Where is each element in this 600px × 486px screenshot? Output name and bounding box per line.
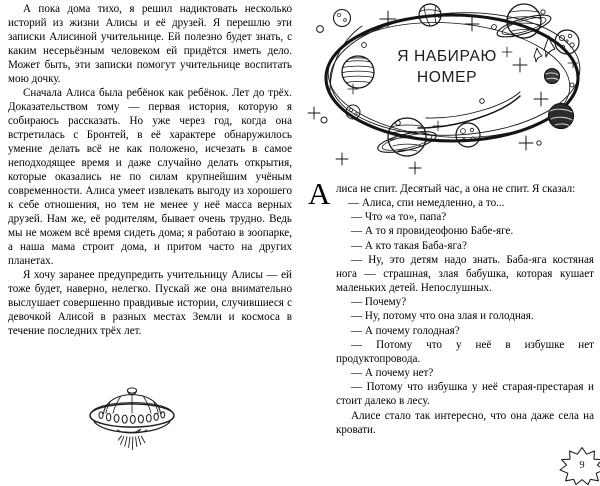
drop-cap-letter: А xyxy=(308,176,331,211)
page-number-badge xyxy=(552,444,600,486)
paragraph: Алисе стало так интересно, что она даже села на кровати. xyxy=(336,409,594,436)
ufo-illustration xyxy=(62,382,202,472)
paragraph: — А то я провидеофоню Бабе-яге. xyxy=(351,225,514,238)
paragraph: Сначала Алиса была ребёнок как ребёнок. Лет до трёх. Доказательством тому — первая история, которую я собираюсь рассказать. Но уже через год, когда она встретилась с Бронтей, в её характере обнаружилось умение делать всё не как положено, исчезать в самое неподходящее время и даже случайно делать открытия, которые оказались не по силам крупнейшим учёным современности. Алиса умеет извлекать выгоду из хорошего к себе отношения, но тем не менее у неё масса верных друзей. Нам же, её родителям, бывает очень трудно. Ведь мы не можем всё время сидеть дома; я работаю в зоопарке, а наша мама строит дома, и притом часто на других планетах. xyxy=(8,87,292,267)
paragraph: — А почему голодная? xyxy=(351,324,460,337)
paragraph: А пока дома тихо, я решил надиктовать несколько историй из жизни Алисы и её друзей. Я перешлю эти записки Алисиной учительнице. Ей полезно будет знать, с каким несерьёзным человеком ей придётся иметь дело. Может быть, эти записки помогут учительнице воспитать мою дочку. xyxy=(8,3,292,85)
paragraph: — Ну, это детям надо знать. Баба-яга костяная нога — страшная, злая бабушка, которая кушает маленьких детей. Непослушных. xyxy=(336,253,594,295)
paragraph: — Потому что у неё в избушке нет продуктопровода. xyxy=(336,338,594,365)
planets-orbit-illustration xyxy=(306,0,600,182)
page-number: 9 xyxy=(579,460,585,471)
paragraph: — Ну, потому что она злая и голодная. xyxy=(351,310,534,323)
opening-line: лиса не спит. Десятый час, а она не спит. Я сказал: xyxy=(336,183,576,195)
paragraph: — А кто такая Баба-яга? xyxy=(351,239,467,252)
chapter-title-line-1: Я НАБИРАЮ xyxy=(397,48,497,65)
left-page-body-text xyxy=(8,2,292,338)
paragraph: — Потому что избушка у неё старая-престарая и стоит далеко в лесу. xyxy=(336,381,594,408)
dropcap-opening-block xyxy=(308,176,594,211)
right-page-body-text xyxy=(308,176,594,437)
paragraph: — Что «а то», папа? xyxy=(351,211,447,224)
right-page xyxy=(300,0,600,486)
paragraph: — А почему нет? xyxy=(351,367,434,380)
opening-dialogue-line: — Алиса, спи немедленно, а то... xyxy=(348,197,505,210)
chapter-title-line-2: НОМЕР xyxy=(416,69,478,86)
paragraph: Я хочу заранее предупредить учительницу Алисы — ей тоже будет, наверно, нелегко. Пускай же она внимательно выслушает совершенно правдивые истории, случившиеся с девочкой Алисой в разных местах Земли и космоса в течение последних трёх лет. xyxy=(8,269,292,337)
paragraph: — Почему? xyxy=(351,296,407,309)
